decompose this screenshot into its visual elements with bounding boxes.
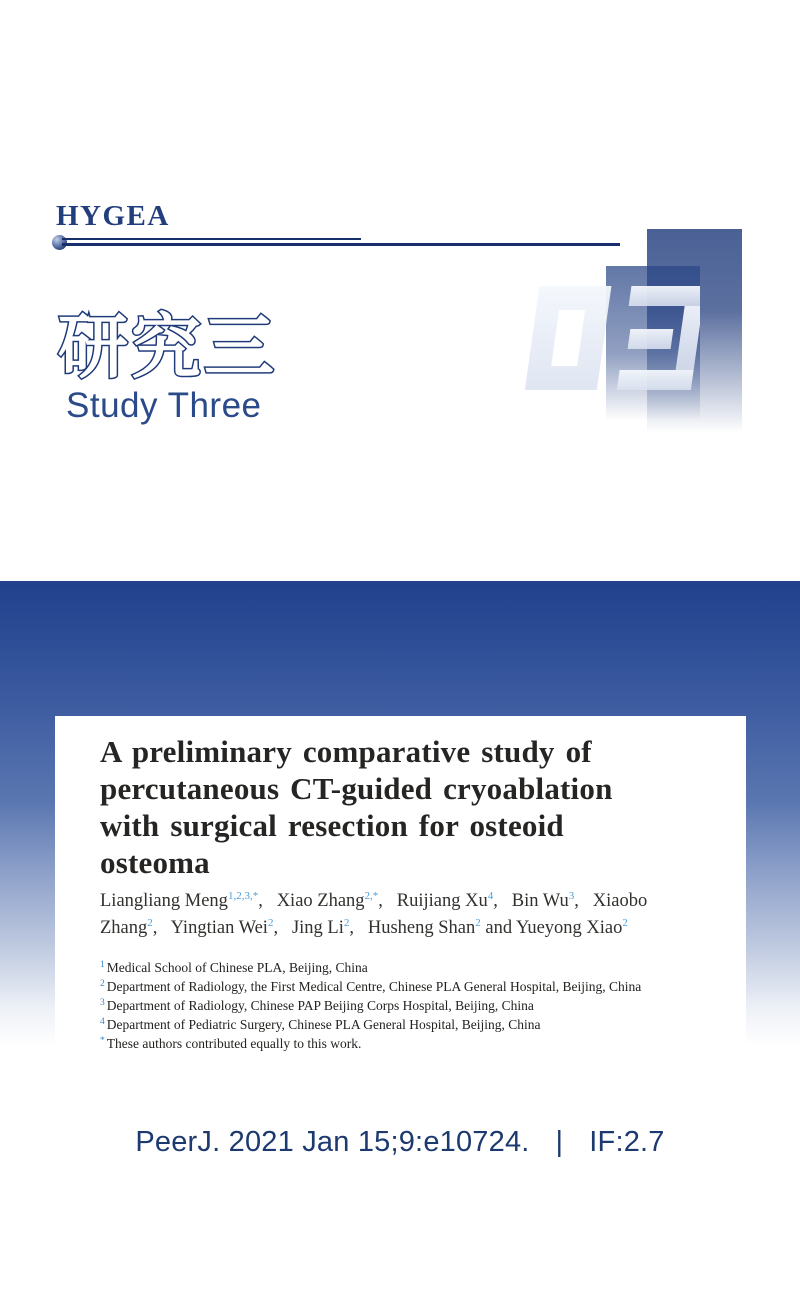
study-title-chinese: 研究三 — [58, 308, 277, 386]
paper-title-line: A preliminary comparative study of — [100, 734, 592, 769]
paper-title-line: osteoma — [100, 845, 210, 880]
affiliation-line: $^4$ Department of Pediatric Surgery, Chinese PLA General Hospital, Beijing, China — [100, 1016, 541, 1032]
study-title-english: Study Three — [66, 386, 262, 425]
paper-title — [100, 733, 700, 881]
citation-impact-factor: IF:2.7 — [589, 1126, 665, 1158]
author: Yueyong Xiao — [516, 918, 623, 938]
author: Ruijiang Xu — [396, 891, 488, 911]
affiliation-line: * These authors contributed equally to this work. — [100, 1035, 362, 1051]
paper-card — [55, 716, 746, 1064]
number-03-graphic — [524, 282, 700, 398]
author: Bin Wu — [511, 891, 569, 911]
paper-affiliations — [100, 958, 710, 1053]
author: Xiao Zhang — [276, 891, 365, 911]
author: Xiaobo Zhang — [100, 891, 648, 938]
paper-authors: Liangliang Meng$^{1,2,3,*}$, Xiao Zhang$^{2,*}$, Ruijiang Xu$^4$, Bin Wu$^3$, Xiaobo Zhang$^2$, Yingtian Wei$^2$, Jing Li$^2$, Husheng Shan$^2$ and Yueyong Xiao$^2$ — [100, 889, 648, 938]
author: Yingtian Wei — [170, 918, 268, 938]
affiliation-line: $^1$ Medical School of Chinese PLA, Beijing, China — [100, 959, 368, 975]
paper-title-line: percutaneous CT-guided cryoablation — [100, 771, 613, 806]
author: Liangliang Meng — [100, 891, 228, 911]
author: Husheng Shan — [367, 918, 476, 938]
brand-logo: HYGEA — [56, 200, 170, 232]
paper-title-line: with surgical resection for osteoid — [100, 808, 564, 843]
header-rule-short — [62, 238, 361, 240]
number-03-label — [0, 0, 1, 1]
affiliation-line: $^3$ Department of Radiology, Chinese PAP Beijing Corps Hospital, Beijing, China — [100, 997, 534, 1013]
author: Jing Li — [291, 918, 344, 938]
affiliation-line: $^2$ Department of Radiology, the First Medical Centre, Chinese PLA General Hospital, Beijing, China — [100, 978, 642, 994]
header-rule-long — [62, 243, 620, 246]
citation-divider: | — [555, 1126, 564, 1158]
citation-reference: PeerJ. 2021 Jan 15;9:e10724. — [135, 1126, 530, 1158]
citation-line — [0, 1126, 800, 1159]
